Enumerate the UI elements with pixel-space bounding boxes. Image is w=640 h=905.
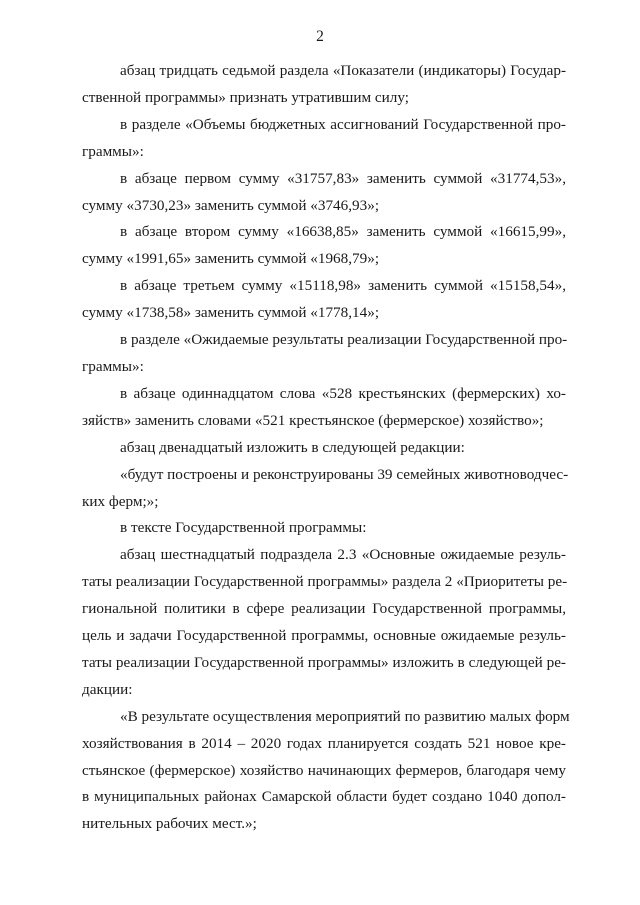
paragraph-9: [82, 462, 569, 516]
text-line: в разделе «Ожидаемые результаты реализации Государственной про-: [120, 331, 568, 349]
text-line: сумму «3730,23» заменить суммой «3746,93»;: [82, 196, 380, 214]
text-line: таты реализации Государственной программы» раздела 2 «Приоритеты ре-: [82, 573, 568, 591]
text-line: в абзаце втором сумму «16638,85» заменить суммой «16615,99»,: [120, 223, 566, 241]
text-line: в разделе «Объемы бюджетных ассигнований Государственной про-: [120, 115, 566, 133]
text-line: в абзаце третьем сумму «15118,98» заменить суммой «15158,54»,: [120, 277, 566, 295]
text-line: абзац двенадцатый изложить в следующей редакции:: [120, 438, 465, 456]
text-line: граммы»:: [82, 357, 144, 375]
paragraph-4: [82, 219, 566, 273]
text-line: зяйств» заменить словами «521 крестьянское (фермерское) хозяйство»;: [82, 411, 544, 429]
text-line: в муниципальных районах Самарской области будет создано 1040 допол-: [82, 788, 566, 806]
paragraph-7: [82, 381, 566, 435]
text-line: «будут построены и реконструированы 39 семейных животноводчес-: [120, 465, 569, 483]
text-line: ких ферм;»;: [82, 492, 159, 510]
text-line: сумму «1738,58» заменить суммой «1778,14»;: [82, 304, 380, 322]
text-line: в абзаце одиннадцатом слова «528 крестьянских (фермерских) хо-: [120, 384, 566, 402]
text-line: в тексте Государственной программы:: [120, 519, 367, 537]
text-line: сумму «1991,65» заменить суммой «1968,79»;: [82, 250, 380, 268]
text-line: цель и задачи Государственной программы, основные ожидаемые резуль-: [82, 627, 566, 645]
text-line: абзац тридцать седьмой раздела «Показатели (индикаторы) Государ-: [120, 62, 566, 79]
paragraph-8: [82, 435, 566, 462]
page-number: 2: [316, 28, 324, 45]
document-body: [82, 58, 570, 838]
text-line: таты реализации Государственной программы» изложить в следующей ре-: [82, 653, 566, 671]
text-line: нительных рабочих мест.»;: [82, 815, 257, 833]
text-line: хозяйствования в 2014 – 2020 годах планируется создать 521 новое кре-: [82, 734, 566, 752]
text-line: «В результате осуществления мероприятий по развитию малых форм: [120, 707, 570, 725]
paragraph-6: [82, 327, 566, 381]
text-line: граммы»:: [82, 142, 144, 160]
paragraph-10: [82, 515, 566, 542]
text-line: абзац шестнадцатый подраздела 2.3 «Основные ожидаемые резуль-: [120, 546, 566, 564]
text-line: в абзаце первом сумму «31757,83» заменить суммой «31774,53»,: [120, 169, 566, 187]
text-line: гиональной политики в сфере реализации Государственной программы,: [82, 600, 566, 618]
text-line: дакции:: [82, 680, 133, 698]
text-line: стьянское (фермерское) хозяйство начинающих фермеров, благодаря чему: [82, 761, 566, 779]
paragraph-2: [82, 112, 566, 166]
text-line: ственной программы» признать утратившим силу;: [82, 88, 409, 106]
paragraph-5: [82, 273, 566, 327]
paragraph-3: [82, 166, 566, 220]
paragraph-12: [82, 704, 570, 839]
paragraph-1: [82, 58, 566, 112]
paragraph-11: [82, 542, 566, 703]
